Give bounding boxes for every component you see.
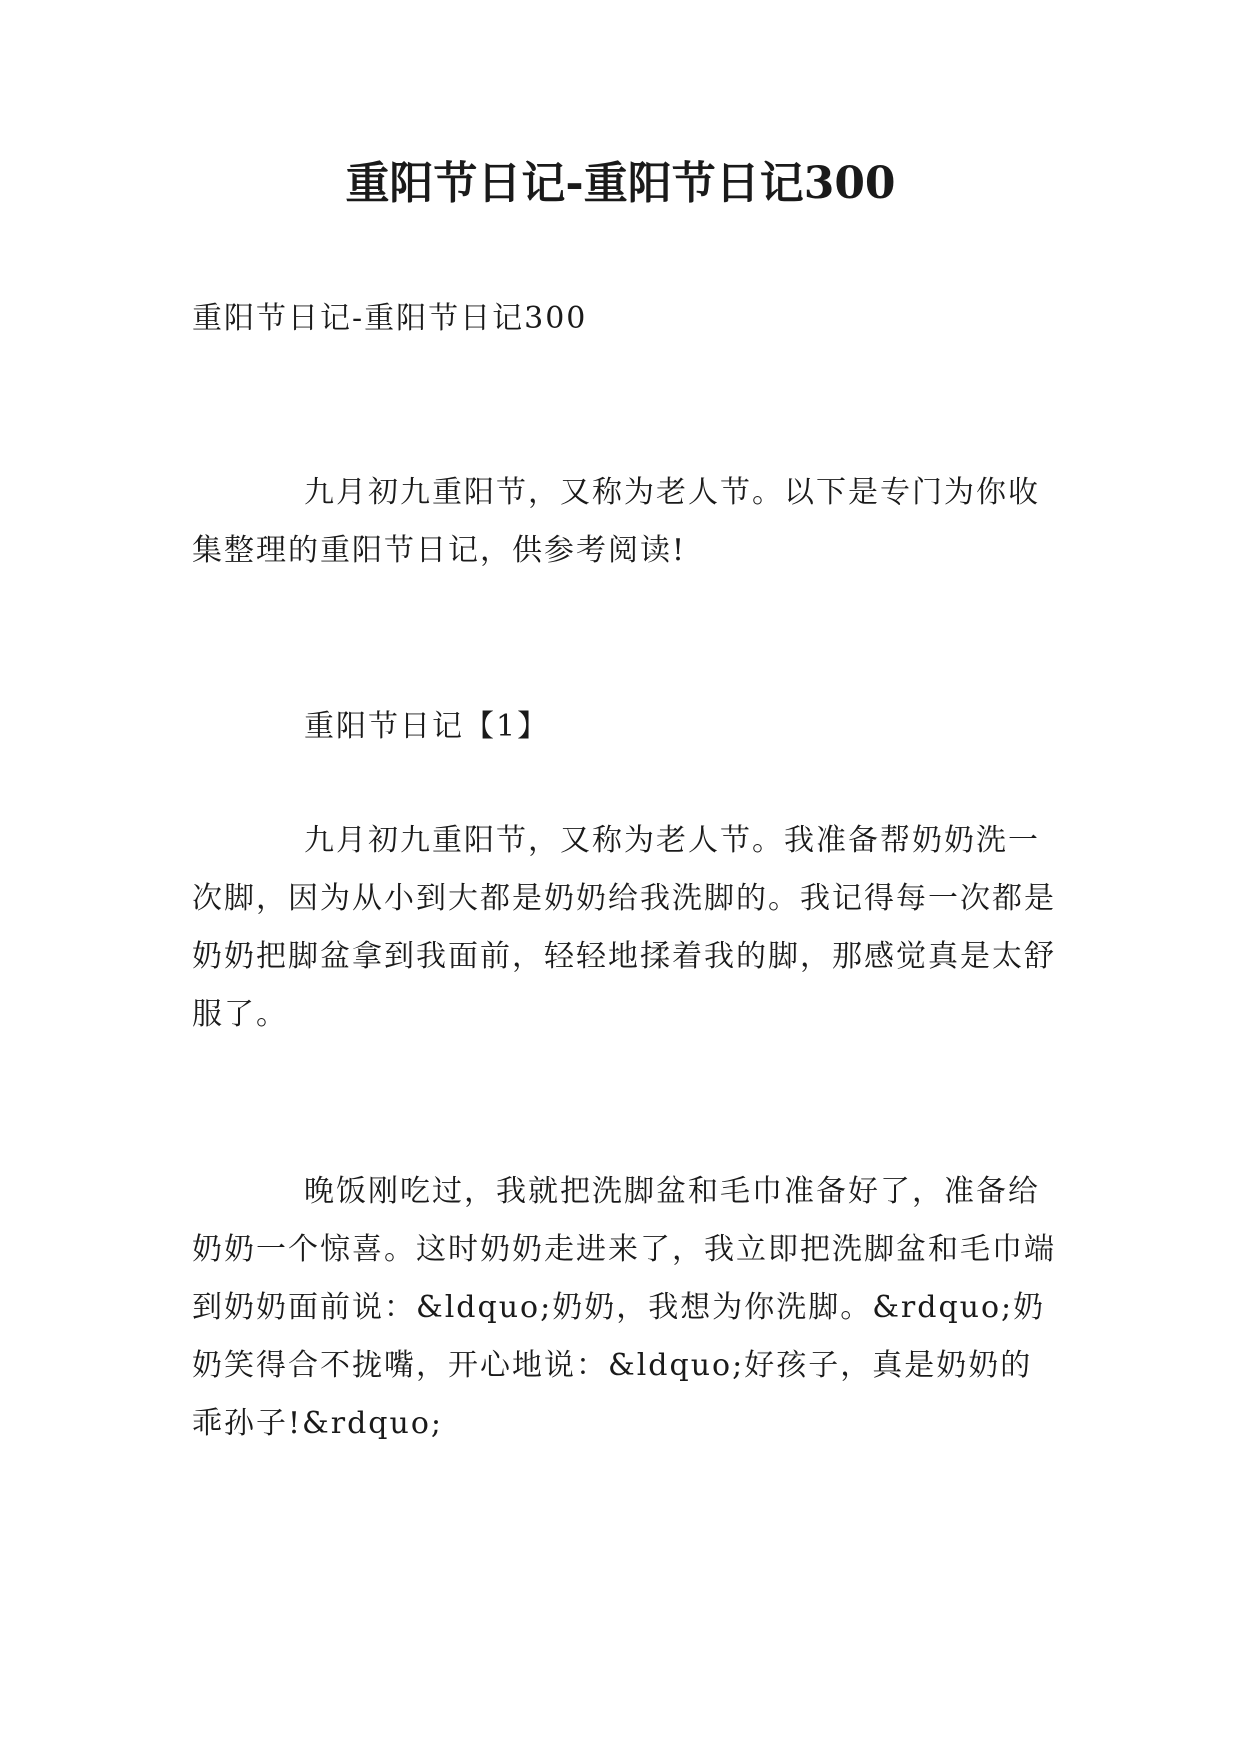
document-subtitle: 重阳节日记-重阳节日记300 xyxy=(192,301,588,336)
body-paragraph-2: 晚饭刚吃过，我就把洗脚盆和毛巾准备好了，准备给奶奶一个惊喜。这时奶奶走进来了，我立即把洗脚盆和毛巾端到奶奶面前说：&ldquo;奶奶，我想为你洗脚。&rdquo;奶奶笑得合不拢嘴，开心地说：&ldquo;好孩子，真是奶奶的乖孙子!&rdquo; xyxy=(192,1174,1056,1441)
document-title: 重阳节日记-重阳节日记300 xyxy=(345,158,896,209)
section-heading: 重阳节日记【1】 xyxy=(304,709,550,744)
body-paragraph-1: 九月初九重阳节，又称为老人节。我准备帮奶奶洗一次脚，因为从小到大都是奶奶给我洗脚的。我记得每一次都是奶奶把脚盆拿到我面前，轻轻地揉着我的脚，那感觉真是太舒服了。 xyxy=(192,823,1056,1032)
intro-paragraph: 九月初九重阳节，又称为老人节。以下是专门为你收集整理的重阳节日记，供参考阅读! xyxy=(192,475,1040,568)
